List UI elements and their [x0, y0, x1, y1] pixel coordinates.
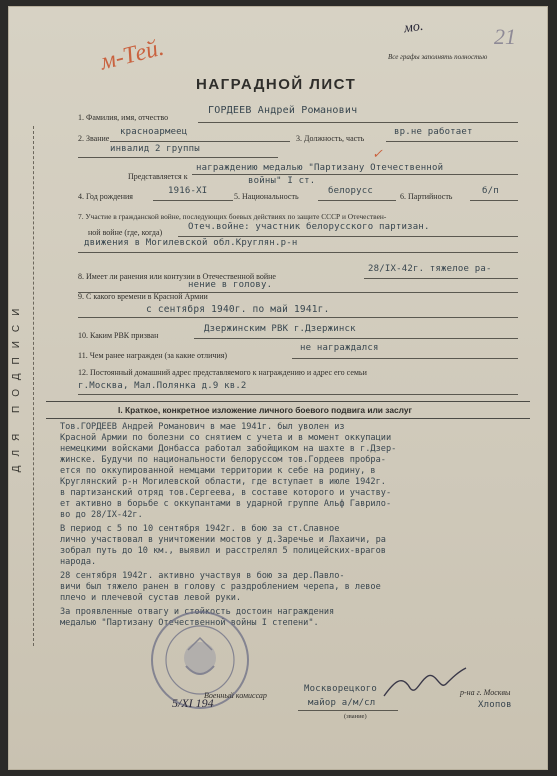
- narrative-line: в партизанский отряд тов.Сергеева, в составе которого и участву-: [60, 488, 392, 498]
- field-war-participation-label-2: ной войне (где, когда): [88, 228, 163, 237]
- red-check-mark: ✓: [372, 146, 383, 161]
- fill-all-fields-note: Все графы заполнять полностью: [388, 53, 488, 61]
- narrative-line: народа.: [60, 557, 97, 567]
- field-war-participation-value-2: движения в Могилевской обл.Круглян.р-н: [84, 238, 298, 248]
- handwritten-signature: [380, 662, 470, 702]
- narrative-line: лично участвовал в уничтожении мостов у д.Заречье и Лахаичи, ра: [60, 535, 386, 545]
- field-rvk-value: Дзержинским РВК г.Дзержинск: [204, 324, 356, 334]
- commissar-value: Москворецкого: [304, 684, 378, 694]
- document-title: НАГРАДНОЙ ЛИСТ: [196, 76, 357, 93]
- field-birth-year-label: 4. Год рождения: [78, 192, 133, 201]
- field-position-label: 3. Должность, часть: [296, 134, 365, 143]
- field-war-participation-value: Отеч.войне: участник белорусского партизан.: [188, 222, 430, 232]
- signature-vertical-label: ДЛЯ ПОДПИСИ: [11, 299, 22, 473]
- narrative-line: плечо и плечевой сустав левой руки.: [60, 593, 242, 603]
- field-nationality-value: белорусс: [328, 186, 373, 196]
- narrative-line: вичи был тяжело ранен в голову с раздроблением черепа, в левое: [60, 582, 381, 592]
- red-pencil-note: м-Тей.: [97, 34, 167, 76]
- field-rvk-label: 10. Каким РВК призван: [78, 331, 159, 340]
- narrative-line: В период с 5 по 10 сентября 1942г. в бою за ст.Славное: [60, 524, 340, 534]
- field-party-label: 6. Партийность: [400, 192, 453, 201]
- narrative-line: Круглянский р-н Могилевской области, где вступает в июле 1942г.: [60, 477, 386, 487]
- field-party-value: б/п: [482, 186, 499, 196]
- field-rank-value: красноармеец: [120, 127, 188, 137]
- narrative-line: зобрал путь до 10 км., выявил и расстрелял 5 полицейских-врагов: [60, 546, 386, 556]
- narrative-line: ет активно в борьбе с оккупантами в ударной группе Альф Гаврило-: [60, 499, 392, 509]
- field-army-since-value: с сентября 1940г. по май 1941г.: [146, 304, 330, 315]
- presented-value-2: войны" I ст.: [248, 176, 316, 186]
- field-name-value: ГОРДЕЕВ Андрей Романович: [208, 105, 358, 116]
- presented-value: награждению медалью "Партизану Отечественной: [196, 163, 444, 173]
- signer-name: Хлопов: [478, 700, 512, 710]
- field-position-value: вр.не работает: [394, 127, 473, 137]
- narrative-line: медалью "Партизану Отечественной войны I степени".: [60, 618, 319, 628]
- commissar-label: Военный комиссар: [204, 691, 267, 700]
- city-label: р-на г. Москвы: [460, 688, 511, 697]
- field-war-participation-label: 7. Участие в гражданской войне, последующих боевых действиях по защите СССР и Отечествен-: [78, 212, 387, 221]
- field-prior-awards-label: 11. Чем ранее награжден (за какие отличия): [78, 351, 228, 360]
- footer-date: 5/XI 194: [172, 696, 214, 710]
- rank-value: майор а/м/сл: [308, 698, 376, 708]
- field-army-since-label: 9. С какого времени в Красной Армии: [78, 292, 208, 301]
- field-wounds-value: 28/IX-42г. тяжелое ра-: [368, 264, 492, 274]
- narrative-line: ется по оккупированной немцами территории к себе на родину, в: [60, 466, 376, 476]
- field-rank-value-2: инвалид 2 группы: [110, 144, 200, 154]
- narrative-line: За проявленные отвагу и стойкость достоин награждения: [60, 607, 335, 617]
- section-heading: I. Краткое, конкретное изложение личного боевого подвига или заслуг: [118, 405, 413, 415]
- narrative-line: Тов.ГОРДЕЕВ Андрей Романович в мае 1941г. был уволен из: [60, 422, 345, 432]
- page-number: 21: [494, 24, 516, 49]
- presented-label: Представляется к: [128, 172, 188, 181]
- narrative-line: во до 28/IX-42г.: [60, 510, 143, 520]
- field-wounds-label: 8. Имеет ли ранения или контузии в Отечественной войне: [78, 272, 276, 281]
- field-nationality-label: 5. Национальность: [234, 192, 299, 201]
- narrative-line: Красной Армии по болезни со снятием с учета и в момент оккупации: [60, 433, 392, 443]
- field-wounds-value-2: нение в голову.: [188, 280, 273, 290]
- narrative-line: 28 сентября 1942г. активно участвуя в бою за дер.Павло-: [60, 571, 345, 581]
- award-sheet: [8, 6, 548, 770]
- field-prior-awards-value: не награждался: [300, 343, 379, 353]
- field-birth-year-value: 1916-XI: [168, 186, 208, 196]
- narrative-line: немецкими войсками Донбасса работал забойщиком на шахте в г.Дзер-: [60, 444, 397, 454]
- rank-caption: (звание): [344, 713, 367, 720]
- field-name-label: 1. Фамилия, имя, отчество: [78, 113, 169, 122]
- handwritten-mark: мо.: [402, 18, 425, 37]
- narrative-line: жинске. Будучи по национальности белоруссом тов.Гордеев пробра-: [60, 455, 386, 465]
- field-address-label: 12. Постоянный домашний адрес представляемого к награждению и адрес его семьи: [78, 368, 367, 377]
- field-rank-label: 2. Звание: [78, 134, 110, 143]
- field-address-value: г.Москва, Мал.Полянка д.9 кв.2: [78, 381, 247, 391]
